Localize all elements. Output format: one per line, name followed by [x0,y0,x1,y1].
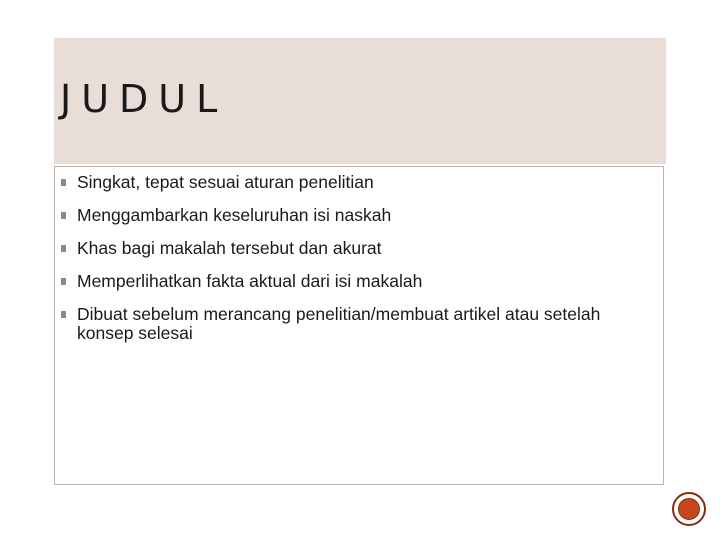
content-box [54,166,664,485]
bullet-list [61,173,621,357]
bullet-text: Memperlihatkan fakta aktual dari isi makalah [77,271,423,291]
square-bullet-icon [61,179,66,186]
bullet-text: Singkat, tepat sesuai aturan penelitian [77,172,374,192]
bullet-item [61,272,621,291]
bullet-text: Khas bagi makalah tersebut dan akurat [77,238,382,258]
square-bullet-icon [61,212,66,219]
square-bullet-icon [61,311,66,318]
bullet-item [61,305,621,343]
bullet-text: Menggambarkan keseluruhan isi naskah [77,205,392,225]
slide-title: JUDUL [60,77,228,121]
circle-badge-icon [672,492,706,526]
square-bullet-icon [61,245,66,252]
bullet-text: Dibuat sebelum merancang penelitian/membuat artikel atau setelah konsep selesai [77,304,601,343]
bullet-item [61,239,621,258]
bullet-item [61,206,621,225]
circle-badge-inner-icon [678,498,700,520]
bullet-item [61,173,621,192]
square-bullet-icon [61,278,66,285]
